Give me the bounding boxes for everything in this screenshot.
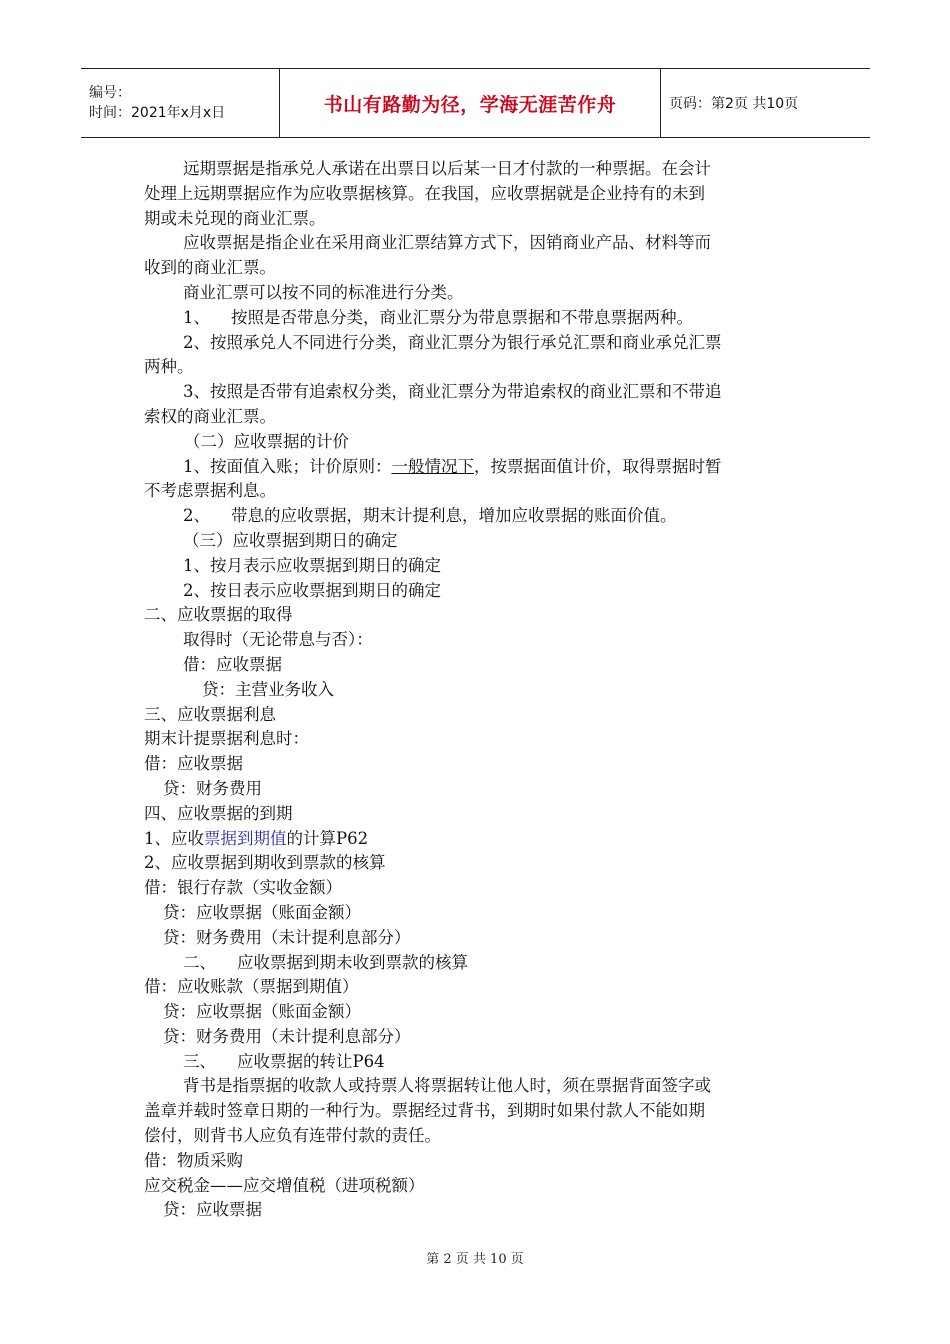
journal-entry-credit: 贷：应收票据（账面金额） xyxy=(163,1002,361,1022)
list-item: 2、应收票据到期收到票款的核算 xyxy=(144,853,386,873)
section-heading: 三、 应收票据的转让P64 xyxy=(183,1051,385,1071)
list-item xyxy=(144,455,806,480)
underlined-text: 一般情况下 xyxy=(391,456,474,476)
text-run: 1、按面值入账；计价原则： xyxy=(183,456,392,476)
paragraph-line: 不考虑票据利息。 xyxy=(144,481,276,501)
list-item: 2、 带息的应收票据，期末计提利息，增加应收票据的账面价值。 xyxy=(183,506,677,526)
text-run: ，按票据面值计价，取得票据时暂 xyxy=(474,456,722,476)
paragraph-line: 应收票据是指企业在采用商业汇票结算方式下，因销商业产品、材料等而 xyxy=(183,233,711,253)
list-item: 1、 按照是否带息分类，商业汇票分为带息票据和不带息票据两种。 xyxy=(183,307,693,327)
paragraph-line: 远期票据是指承兑人承诺在出票日以后某一日才付款的一种票据。在会计 xyxy=(183,159,711,178)
journal-entry-credit: 贷：财务费用（未计提利息部分） xyxy=(163,927,411,947)
paragraph-line: 收到的商业汇票。 xyxy=(144,258,276,278)
journal-entry-credit: 贷：应收票据（账面金额） xyxy=(163,902,361,922)
section-heading: （三）应收票据到期日的确定 xyxy=(183,530,398,550)
journal-entry-debit: 借：应收票据 xyxy=(183,654,282,674)
list-item xyxy=(144,827,806,852)
journal-entry-credit: 贷：应收票据 xyxy=(163,1200,262,1220)
list-item: 3、按照是否带有追索权分类，商业汇票分为带追索权的商业汇票和不带追 xyxy=(183,382,722,402)
list-item: 2、按照承兑人不同进行分类，商业汇票分为银行承兑汇票和商业承兑汇票 xyxy=(183,332,722,352)
list-item: 1、按月表示应收票据到期日的确定 xyxy=(183,555,441,575)
paragraph-line: 两种。 xyxy=(144,357,194,377)
text-run: 1、应收 xyxy=(144,828,204,848)
journal-entry-debit: 借：应收票据 xyxy=(144,754,243,774)
journal-entry-debit: 应交税金——应交增值税（进项税额） xyxy=(144,1175,425,1195)
number-label: 编号： xyxy=(89,85,131,101)
motto-text: 书山有路勤为径，学海无涯苦作舟 xyxy=(323,93,617,116)
document-body xyxy=(144,157,806,1223)
paragraph-line: 索权的商业汇票。 xyxy=(144,406,276,426)
paragraph-line: 取得时（无论带息与否）： xyxy=(183,630,373,650)
paragraph-line: 期末计提票据利息时： xyxy=(144,729,309,749)
section-heading: 四、应收票据的到期 xyxy=(144,803,293,823)
paragraph-line: 商业汇票可以按不同的标准进行分类。 xyxy=(183,282,464,302)
paragraph-line: 盖章并载时签章日期的一种行为。票据经过背书，到期时如果付款人不能如期 xyxy=(144,1101,705,1121)
header-meta xyxy=(81,69,280,137)
list-item: 2、按日表示应收票据到期日的确定 xyxy=(183,580,441,600)
section-heading: （二）应收票据的计价 xyxy=(184,431,349,451)
paragraph-line: 偿付，则背书人应负有连带付款的责任。 xyxy=(144,1126,441,1146)
journal-entry-credit: 贷：财务费用 xyxy=(163,778,262,798)
page-info-text: 页码：第2页 共10页 xyxy=(669,96,799,112)
header-motto xyxy=(280,69,661,137)
page-footer: 第 2 页 共 10 页 xyxy=(426,1252,524,1267)
section-heading: 二、 应收票据到期未收到票款的核算 xyxy=(183,952,468,972)
section-heading: 二、应收票据的取得 xyxy=(144,605,293,625)
page-header xyxy=(81,68,870,138)
journal-entry-credit: 贷：财务费用（未计提利息部分） xyxy=(163,1026,411,1046)
paragraph-line: 期或未兑现的商业汇票。 xyxy=(144,208,326,228)
paragraph-line: 背书是指票据的收款人或持票人将票据转让他人时，须在票据背面签字或 xyxy=(183,1076,711,1096)
time-label: 时间：2021年x月x日 xyxy=(89,105,226,121)
text-run: 的计算P62 xyxy=(286,828,369,848)
journal-entry-debit: 借：物质采购 xyxy=(144,1150,243,1170)
journal-entry-debit: 借：应收账款（票据到期值） xyxy=(144,977,359,997)
journal-entry-credit: 贷：主营业务收入 xyxy=(202,679,334,699)
paragraph-line: 处理上远期票据应作为应收票据核算。在我国，应收票据就是企业持有的未到 xyxy=(144,183,705,203)
header-page-info xyxy=(661,69,870,137)
journal-entry-debit: 借：银行存款（实收金额） xyxy=(144,878,342,898)
highlighted-text: 票据到期值 xyxy=(204,828,287,848)
section-heading: 三、应收票据利息 xyxy=(144,704,276,724)
